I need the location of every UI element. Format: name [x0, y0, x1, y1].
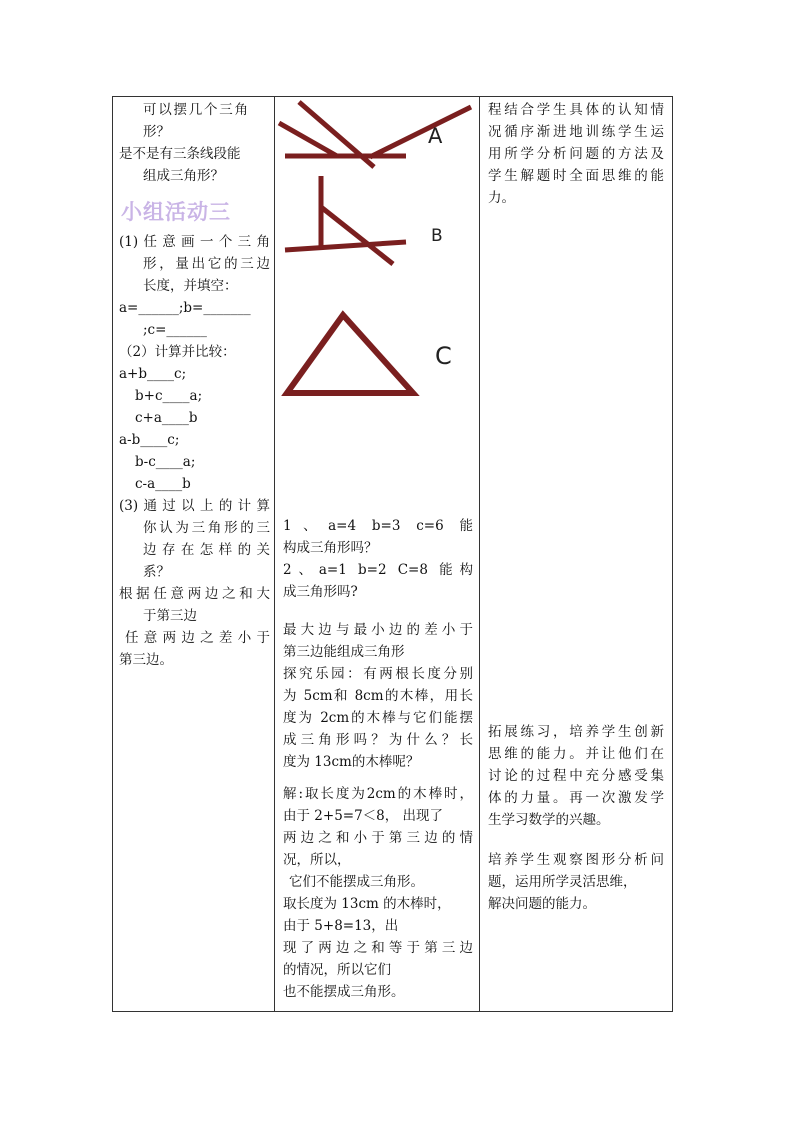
purpose-line: 解决问题的能力。 [488, 896, 596, 912]
purpose-line: 培养学生观察图形分析问 [488, 852, 664, 868]
figure-b [285, 176, 406, 264]
purpose-line: 用所学分析问题的方法及 [488, 146, 664, 162]
conclusion-line: 根据任意两边之和大 [119, 586, 270, 602]
step1-line: (1)任意画一个三角 [119, 234, 270, 250]
step3-line: 系？ [143, 564, 170, 580]
intro-line: 组成三角形？ [143, 168, 224, 184]
fill-line: ;c=______ [143, 322, 207, 338]
solution-line: 况，所以， [283, 852, 351, 868]
explore-line: 成三角形吗？为什么？长 [283, 732, 473, 748]
solution-line: 两边之和小于第三边的情 [283, 830, 473, 846]
conclusion-line: 于第三边 [143, 608, 197, 624]
fill-line: a=______;b=_______ [119, 300, 251, 316]
explore-section [283, 619, 473, 773]
step2-title: （2）计算并比较： [119, 344, 236, 360]
purpose-line: 况循序渐进地训练学生运 [488, 124, 664, 140]
purpose-top [488, 99, 664, 209]
calc-line: a+b____c; [119, 366, 187, 382]
purpose-line: 思维的能力。并让他们在 [488, 746, 664, 762]
purpose-line: 体的力量。再一次激发学 [488, 790, 664, 806]
calc-line: b+c____a; [135, 388, 203, 404]
solution-line: 取长度为 13cm 的木棒时， [283, 896, 451, 912]
calc-line: b-c____a; [135, 454, 196, 470]
purpose-line: 拓展练习，培养学生创新 [488, 724, 664, 740]
figure-label-b: B [431, 226, 443, 246]
lesson-plan-table [112, 96, 673, 1012]
purpose-line: 学生解题时全面思维的能 [488, 168, 664, 184]
rule-line: 第三边能组成三角形 [283, 644, 405, 660]
purpose-line: 程结合学生具体的认知情 [488, 102, 664, 118]
solution-line: 它们不能摆成三角形。 [289, 874, 424, 890]
figure-label-c: C [435, 342, 452, 370]
example-column [275, 97, 480, 1012]
purpose-mid [488, 721, 664, 831]
solution-line: 的情况，所以它们 [283, 962, 391, 978]
calc-line: a-b____c; [119, 432, 180, 448]
purpose-line: 生学习数学的兴趣。 [488, 812, 610, 828]
step3-line: 你认为三角形的三 [143, 520, 270, 536]
step3-line: (3)通过以上的计算 [119, 498, 270, 514]
activity-column [113, 97, 275, 1012]
explore-line: 为 5cm和 8cm的木棒，用长 [283, 688, 473, 704]
intro-line: 形？ [143, 124, 170, 140]
purpose-column [480, 97, 673, 1012]
stick [321, 207, 393, 264]
figure-c [287, 315, 413, 393]
rule-line: 最大边与最小边的差小于 [283, 622, 473, 638]
question-line: 成三角形吗? [283, 584, 358, 600]
figure-label-a: A [428, 124, 443, 148]
calc-line: c+a____b [135, 410, 198, 426]
question-line: 1、a=4 b=3 c=6 能 [283, 518, 473, 534]
questions [283, 515, 473, 603]
solution-line: 现了两边之和等于第三边 [283, 940, 473, 956]
step1-line: 形，量出它的三边 [143, 256, 270, 272]
solution-line: 由于 5+8=13，出 [283, 918, 399, 934]
intro-line: 是不是有三条线段能 [119, 146, 241, 162]
step3-line: 边存在怎样的关 [143, 542, 270, 558]
solution [283, 783, 473, 1003]
solution-line: 解:取长度为2cm的木棒时， [283, 786, 473, 802]
conclusion-line: 任意两边之差小于 [125, 630, 270, 646]
solution-line: 也不能摆成三角形。 [283, 984, 405, 1000]
conclusion-line: 第三边。 [119, 652, 173, 668]
triangle [287, 315, 413, 393]
activity-title: 小组活动三 [121, 200, 231, 224]
question-line: 2、a=1 b=2 C=8 能构 [283, 562, 473, 578]
purpose-line: 题，运用所学灵活思维， [488, 874, 637, 890]
stick [370, 107, 471, 157]
explore-line: 度为 13cm的木棒呢？ [283, 754, 420, 770]
purpose-line: 讨论的过程中充分感受集 [488, 768, 664, 784]
explore-line: 探究乐园：有两根长度分别 [283, 666, 473, 682]
explore-line: 度为 2cm的木棒与它们能摆 [283, 710, 473, 726]
purpose-line: 力。 [488, 190, 515, 206]
purpose-bottom [488, 849, 664, 915]
step1-line: 长度，并填空： [143, 278, 238, 294]
stick [285, 242, 406, 250]
question-line: 构成三角形吗？ [283, 540, 378, 556]
solution-line: 由于 2+5=7＜8， 出现了 [283, 808, 444, 824]
intro-line: 可以摆几个三角 [143, 102, 248, 118]
calc-line: c-a____b [135, 476, 191, 492]
